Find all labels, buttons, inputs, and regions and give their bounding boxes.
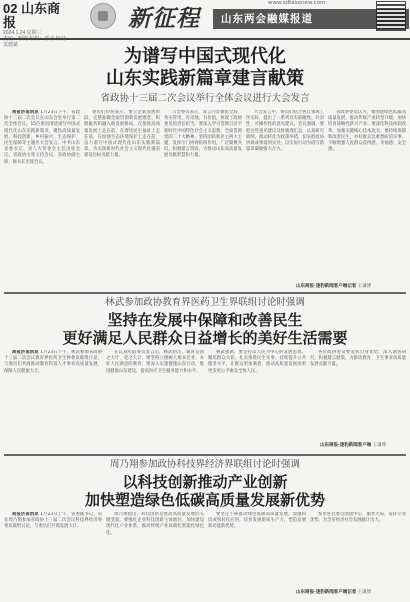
page-number: 02 (3, 1, 18, 16)
section-divider-1 (4, 292, 406, 294)
story1-column-1 (4, 110, 80, 288)
section-brand: 新征程 (128, 5, 200, 32)
editor-line: 袁德斌 (3, 42, 19, 48)
story3-text-1: 1月23日上午，省委副书记、省长周乃翔参加省政协十三届二次会议科技界经济界委员联组讨论，与委员们共商发展大计。 (4, 512, 102, 530)
story2-lead: 商报济南消息 (12, 350, 39, 355)
story3-title-line2: 加快塑造绿色低碳高质量发展新优势 (84, 491, 325, 509)
story2-kicker: 林武参加政协教育界医药卫生界联组讨论时强调 (105, 297, 305, 308)
story1-column-4 (246, 110, 324, 288)
story3-column-3 (208, 512, 306, 596)
story1-byline (296, 283, 371, 289)
byline-label: 山东商报·速豹新闻客户端记者 (296, 284, 357, 289)
issue-date: 2024.1.24 星期三 (3, 30, 42, 36)
story3-text-4: 希望各位委员围绕中心、服务大局，发挥专业优势，为全省经济社会发展献计出力。 (310, 512, 406, 524)
story1-text-2: 委员们纷纷表示，要立足新发展阶段，完整准确全面贯彻新发展理念，积极服务和融入新发展格局，在推进高质量发展上走在前，在增进民生福祉上走在前，在加强生态环境保护上走在前，奋力谱写中国式现代化山东实践新篇章，为实现新时代社会主义现代化强省建设目标贡献力量。 (84, 110, 160, 159)
story1-text-5: 省政协委员认为，要围绕绿色低碳高质量发展，推动传统产业转型升级，加快培育战略性新兴产业；要深化科技体制改革，加强关键核心技术攻关；要持续保障和改善民生，办好群众急难愁盼的实事，不断增强人民群众获得感、幸福感、安全感。 (328, 110, 406, 153)
story1-subtitle: 省政协十三届二次会议举行全体会议进行大会发言 (100, 93, 310, 104)
story1-text-4: 大会发言中，委员们结合各自领域工作实际，提出了一系列具有前瞻性、针对性、可操作性的意见建议。会议强调，要把这些意见建议及时梳理汇总，认真研究吸纳，推动转化为政策举措，切实把政协协商成果落到实处，以实际行动为谱写新篇章凝聚强大合力。 (246, 110, 324, 153)
byline-name: 王谦博 (372, 443, 387, 448)
byline-name: 王谦博 (357, 284, 372, 289)
story2-text-3: 林武强调，要坚持以人民为中心的发展思想，聚焦群众关切，扎实推进民生实事，持续提升公共服务水平，让群众更加满意，推动高质量发展成果更多更公平惠及全体人民。 (208, 350, 306, 374)
story2-column-1 (4, 350, 102, 450)
story1-text-1: 1月23日下午，省政协十三届二次会议在山东会堂举行第二次全体会议。15位委员围绕谱写中国式现代化山东实践新篇章，聚焦高质量发展、科技创新、乡村振兴、生态保护、民生保障等主题作大会发言。中共山东省委书记、省人大常委会主任出席会议。省政协主席主持会议，省政协副主席、秘书长出席会议。 (4, 110, 80, 165)
masthead (0, 0, 410, 48)
story2-byline (320, 442, 386, 448)
story2-column-4 (310, 350, 406, 438)
emblem-icon (90, 3, 116, 29)
story2-column-2 (106, 350, 204, 450)
story2-title-line2: 更好满足人民群众日益增长的美好生活需要 (62, 329, 348, 347)
masthead-rule (0, 38, 410, 40)
story1-title-line1: 为谱写中国式现代化 (124, 46, 286, 67)
byline-name: 王谦博 (357, 590, 372, 595)
qr-code-icon (376, 1, 406, 31)
story2-title-line1: 坚持在发展中保障和改善民生 (107, 311, 303, 329)
story2-text-4: 各位政协委员要发挥自身优势，深入调查研究，积极建言献策，为推动教育、卫生事业高质量发展贡献力量。 (310, 350, 406, 368)
story3-column-4 (310, 512, 406, 584)
story3-column-2 (106, 512, 204, 596)
story1-column-5 (328, 110, 406, 282)
story2-text-2: 在认真听取委员发言后，林武指出，教育是国之大计、党之大计。要坚持立德树人根本任务，办好人民满意的教育；要深入实施健康山东行动，推进健康山东建设，提高医疗卫生服务能力和水平。 (106, 350, 204, 374)
byline-label: 山东商报·速豹新闻客户端 (320, 443, 372, 448)
story3-text-2: 周乃翔指出，科技创新是推动高质量发展的关键变量。要强化企业科技创新主体地位，加快建设现代化产业体系，推动传统产业高端化智能化绿色化。 (106, 512, 204, 536)
story1-column-2 (84, 110, 160, 288)
story1-text-3: 与会委员表示，发言内容聚焦全局、务实管用，有见地、有价值，体现了政协委员的责任担当。要深入学习贯彻习近平新时代中国特色社会主义思想，全面贯彻党的二十大精神，坚持团结和民主两大主题，发挥专门协商机构作用，广泛凝聚共识，积极建言资政，为推动山东高质量发展贡献智慧和力量。 (164, 110, 242, 159)
section-divider-2 (4, 454, 406, 456)
story2-text-1: 1月23日下午，林武参加省政协十三届二次会议教育界医药卫生界委员联组讨论，与委员们共商推动教育科技人才事业高质量发展、保障人民健康大计。 (4, 350, 102, 374)
site-url: www.sdtaxonew.com (268, 0, 326, 6)
story3-title-line1: 以科技创新推动产业创新 (122, 473, 288, 491)
story3-text-3: 要坚定不移推动绿色低碳高质量发展，加强科技成果转化应用，培育发展新质生产力，塑造发展新动能新优势。 (208, 512, 306, 530)
paper-name: 山东商报 (3, 1, 61, 30)
story1-column-3 (164, 110, 242, 288)
page-info (3, 2, 73, 48)
story3-byline (296, 589, 371, 595)
story3-kicker: 周乃翔参加政协科技界经济界联组讨论时强调 (109, 459, 300, 470)
story2-column-3 (208, 350, 306, 450)
story1-lead: 商报济南消息 (12, 110, 39, 115)
byline-label: 山东商报·速豹新闻客户端记者 (296, 590, 357, 595)
page-header (3, 2, 73, 30)
section-banner: 山东两会融媒报道 (213, 9, 409, 29)
story1-title-line2: 山东实践新篇章建言献策 (106, 68, 304, 89)
story3-column-1 (4, 512, 102, 596)
story3-lead: 商报济南消息 (12, 512, 39, 517)
